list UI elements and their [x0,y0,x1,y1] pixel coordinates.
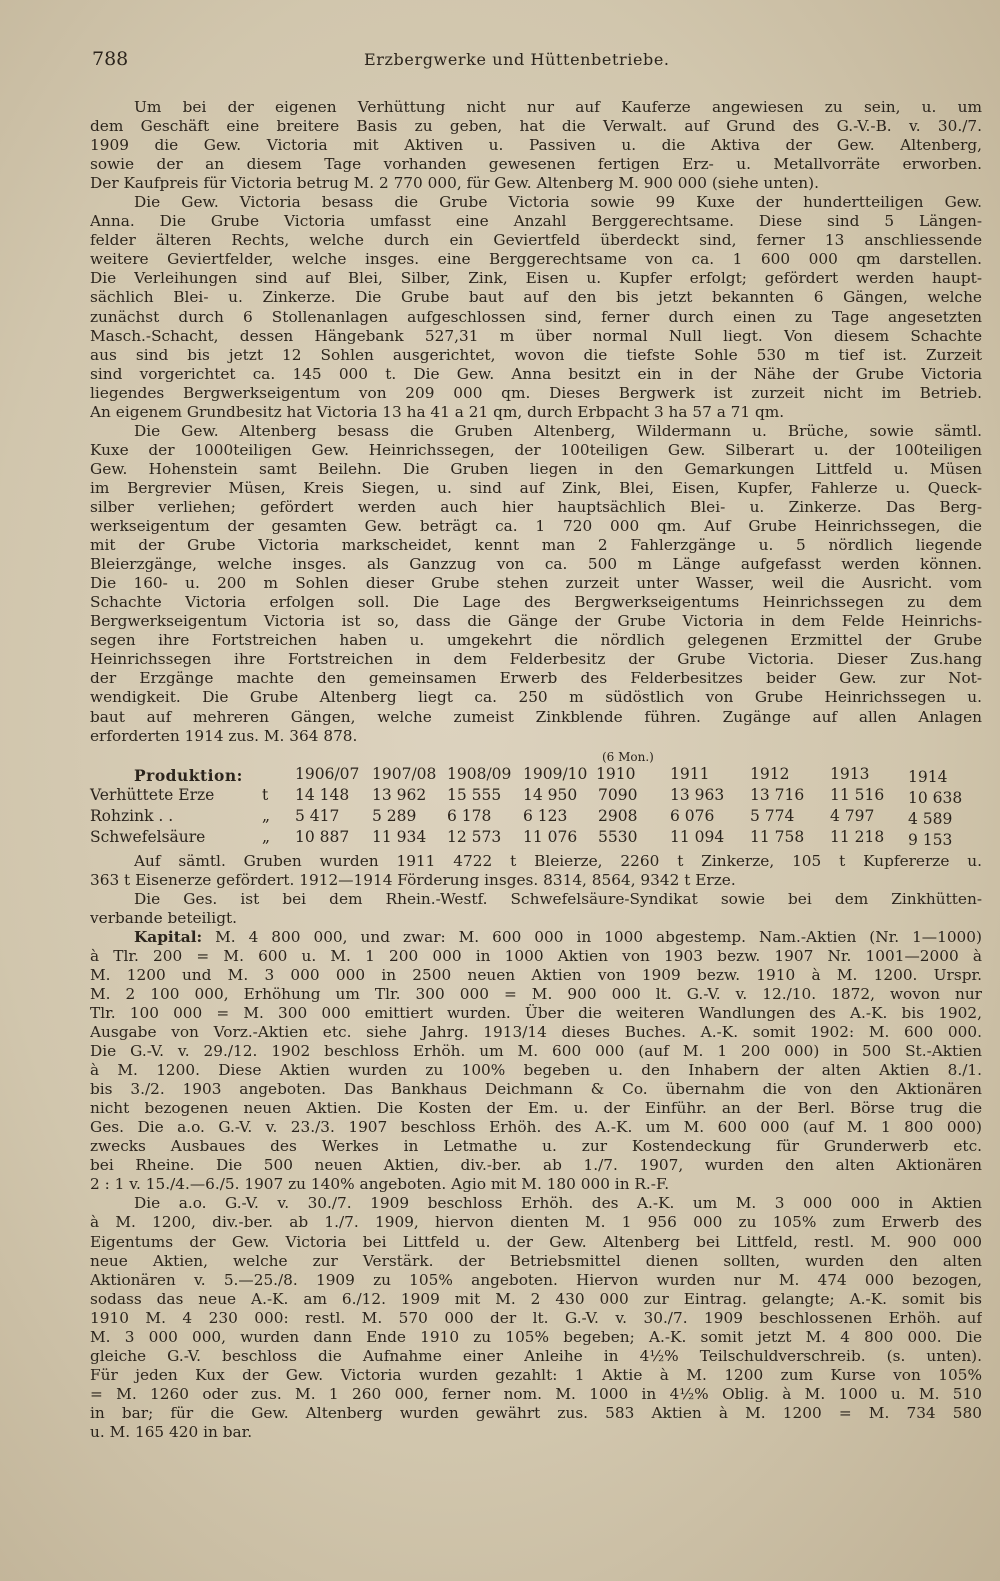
production-value-cell: 11 516 [830,785,885,804]
text-line: neue Aktien, welche zur Verstärk. der Betriebsmittel dienen sollten, wurden den alten [90,1251,982,1270]
text-line: Tlr. 100 000 = M. 300 000 emittiert wurden. Über die weiteren Wandlungen des A.-K. bis 1902, [90,1003,982,1022]
text-line: silber verliehen; gefördert werden auch hier hauptsächlich Blei- u. Zinkerze. Das Berg- [90,497,982,516]
text-line: 363 t Eisenerze gefördert. 1912—1914 Förderung insges. 8314, 8564, 9342 t Erze. [90,870,736,889]
text-line: gleiche G.-V. beschloss die Aufnahme einer Anleihe in 4½% Teilschuldverschreib. (s. unten). [90,1346,982,1365]
production-year-header: 1908/09 [447,764,512,783]
text-line: Die G.-V. v. 29./12. 1902 beschloss Erhöh. um M. 600 000 (auf M. 1 200 000) in 500 St.-Aktien [90,1042,982,1061]
production-row-unit: „ [262,827,271,846]
text-line: à M. 1200, div.-ber. ab 1./7. 1909, hiervon dienten M. 1 956 000 zu 105% zum Erwerb des [90,1213,982,1232]
text-line: An eigenem Grundbesitz hat Victoria 13 ha 41 a 21 qm, durch Erbpacht 3 ha 57 a 71 qm. [90,402,785,421]
text-line: felder älteren Rechts, welche durch ein Geviertfeld überdeckt sind, ferner 13 anschliessende [90,231,982,250]
text-line: zwecks Ausbaues des Werkes in Letmathe u. zur Kostendeckung für Grunderwerb etc. [90,1137,982,1156]
production-value-cell: 13 716 [750,785,805,804]
text-line: zunächst durch 6 Stollenanlagen aufgeschlossen sind, ferner durch einen zu Tage angesetzten [90,307,982,326]
text-line: erforderten 1914 zus. M. 364 878. [90,726,358,745]
production-value-cell: 10 638 [908,788,963,807]
production-value-cell: 5 417 [295,806,340,825]
production-year-header: 1910 [596,764,636,783]
text-line: 2 : 1 v. 15./4.—6./5. 1907 zu 140% angeboten. Agio mit M. 180 000 in R.-F. [90,1175,670,1194]
text-line: sächlich Blei- u. Zinkerze. Die Grube baut auf den bis jetzt bekannten 6 Gängen, welche [90,288,982,307]
production-value-cell: 13 963 [670,785,725,804]
text-line: Kuxe der 1000teiligen Gew. Heinrichssegen, der 100teiligen Gew. Silberart u. der 100teiligen [90,440,982,459]
text-line: à M. 1200. Diese Aktien wurden zu 100% begeben u. den Inhabern der alten Aktien 8./1. [90,1061,982,1080]
text-line: Heinrichssegen ihre Fortstreichen in dem Felderbesitz der Grube Victoria. Dieser Zus.hang [90,650,982,669]
text-line: werkseigentum der gesamten Gew. beträgt ca. 1 720 000 qm. Auf Grube Heinrichssegen, die [90,517,982,536]
production-row-label: Rohzink . . [90,806,174,825]
text-line: mit der Grube Victoria markscheidet, kennt man 2 Fahlerzgänge u. 5 nördlich liegende [90,536,982,555]
production-table [90,748,982,852]
text-line: Die a.o. G.-V. v. 30./7. 1909 beschloss Erhöh. des A.-K. um M. 3 000 000 in Aktien [134,1194,982,1213]
production-row-label: Verhüttete Erze [90,785,215,804]
production-title: Produktion: [134,765,243,785]
text-line: Anna. Die Grube Victoria umfasst eine Anzahl Berggerechtsame. Diese sind 5 Längen- [90,212,982,231]
running-head: Erzbergwerke und Hüttenbetriebe. [364,50,670,69]
text-line: bis 3./2. 1903 angeboten. Das Bankhaus Deichmann & Co. übernahm die von den Aktionären [90,1080,982,1099]
production-value-cell: 4 797 [830,806,875,825]
text-line: Die Ges. ist bei dem Rhein.-Westf. Schwefelsäure-Syndikat sowie bei dem Zinkhütten- [134,889,982,908]
page-body [90,98,982,1442]
page-number: 788 [92,48,129,70]
text-line: Ausgabe von Vorz.-Aktien etc. siehe Jahrg. 1913/14 dieses Buches. A.-K. somit 1902: M. 600 000. [90,1023,982,1042]
production-year-header: 1914 [908,767,948,786]
text-line: Aktionären v. 5.—25./8. 1909 zu 105% angeboten. Hiervon wurden nur M. 474 000 bezogen, [90,1270,982,1289]
production-value-cell: 14 950 [523,785,578,804]
text-line: segen ihre Fortstreichen haben u. umgekehrt die nördlich gelegenen Erzmittel der Grube [90,631,982,650]
text-line: Ges. Die a.o. G.-V. v. 23./3. 1907 beschloss Erhöh. des A.-K. um M. 600 000 (auf M. 1 800 000) [90,1118,982,1137]
production-value-cell: 5 774 [750,806,795,825]
production-value-cell: 10 887 [295,827,350,846]
text-line: dem Geschäft eine breitere Basis zu geben, hat die Verwalt. auf Grund des G.-V.-B. v. 30./7. [90,117,982,136]
production-row-label: Schwefelsäure [90,827,206,846]
text-line: der Erzgänge machte den gemeinsamen Erwerb des Felderbesitzes beider Gew. zur Not- [90,669,982,688]
text-line: baut auf mehreren Gängen, welche zumeist Zinkblende führen. Zugänge auf allen Anlagen [90,707,982,726]
production-year-header: 1913 [830,764,870,783]
production-value-cell: 6 123 [523,806,568,825]
text-block-top [90,98,982,746]
text-line: Die Gew. Altenberg besass die Gruben Altenberg, Wildermann u. Brüche, sowie sämtl. [134,421,982,440]
production-year-header: 1906/07 [295,764,360,783]
production-value-cell: 11 076 [523,827,578,846]
text-line: Masch.-Schacht, dessen Hängebank 527,31 m über normal Null liegt. Von diesem Schachte [90,326,982,345]
bold-lead: Kapital: [134,927,203,946]
production-row-unit: t [262,785,269,804]
text-line: à Tlr. 200 = M. 600 u. M. 1 200 000 in 1000 Aktien von 1903 bezw. 1907 Nr. 1001—2000 à [90,946,982,965]
production-note: (6 Mon.) [602,749,654,764]
production-value-cell: 9 153 [908,830,953,849]
text-line: liegendes Bergwerkseigentum von 209 000 qm. Dieses Bergwerk ist zurzeit nicht im Betrieb. [90,383,982,402]
production-value-cell: 12 573 [447,827,502,846]
text-line: Die Verleihungen sind auf Blei, Silber, Zink, Eisen u. Kupfer erfolgt; gefördert werden haupt- [90,269,982,288]
production-value-cell: 6 178 [447,806,492,825]
text-line: Gew. Hohenstein samt Beilehn. Die Gruben liegen in den Gemarkungen Littfeld u. Müsen [90,459,982,478]
text-block-bottom [90,852,982,1442]
text-line: 1910 M. 4 230 000: restl. M. 570 000 der lt. G.-V. v. 30./7. 1909 beschlossenen Erhöh. auf [90,1308,982,1327]
production-value-cell: 6 076 [670,806,715,825]
production-value-cell: 7090 [598,785,638,804]
production-year-header: 1912 [750,764,790,783]
text-line: weitere Geviertfelder, welche insges. eine Berggerechtsame von ca. 1 600 000 qm darstellen. [90,250,982,269]
text-line: bei Rheine. Die 500 neuen Aktien, div.-ber. ab 1./7. 1907, wurden den alten Aktionären [90,1156,982,1175]
production-value-cell: 11 934 [372,827,427,846]
text-line: Bleierzgänge, welche insges. als Ganzzug von ca. 500 m Länge aufgefasst werden können. [90,555,982,574]
production-year-header: 1909/10 [523,764,588,783]
text-line: Bergwerkseigentum Victoria ist so, dass die Gänge der Grube Victoria in dem Felde Heinrichs- [90,612,982,631]
production-value-cell: 5 289 [372,806,417,825]
text-line: Auf sämtl. Gruben wurden 1911 4722 t Bleierze, 2260 t Zinkerze, 105 t Kupfererze u. [134,851,982,870]
text-line: sowie der an diesem Tage vorhanden gewesenen fertigen Erz- u. Metallvorräte erworben. [90,155,982,174]
production-value-cell: 11 758 [750,827,805,846]
text-line: 1909 die Gew. Victoria mit Aktiven u. Passiven u. die Aktiva der Gew. Altenberg, [90,136,982,155]
text-line: wendigkeit. Die Grube Altenberg liegt ca. 250 m südöstlich von Grube Heinrichssegen u. [90,688,982,707]
production-value-cell: 14 148 [295,785,350,804]
production-value-cell: 15 555 [447,785,502,804]
production-value-cell: 2908 [598,806,638,825]
page-header [92,48,972,76]
text-line: Um bei der eigenen Verhüttung nicht nur auf Kauferze angewiesen zu sein, u. um [134,98,982,116]
text-line: Schachte Victoria erfolgen soll. Die Lage des Bergwerkseigentums Heinrichssegen zu dem [90,593,982,612]
text-line: M. 1200 und M. 3 000 000 in 2500 neuen Aktien von 1909 bezw. 1910 à M. 1200. Urspr. [90,965,982,984]
production-value-cell: 5530 [598,827,638,846]
production-row-unit: „ [262,806,271,825]
text-line: sind vorgerichtet ca. 145 000 t. Die Gew. Anna besitzt ein in der Nähe der Grube Victoria [90,364,982,383]
production-value-cell: 11 094 [670,827,725,846]
text-line: Die Gew. Victoria besass die Grube Victoria sowie 99 Kuxe der hundertteiligen Gew. [134,193,982,212]
text-line: u. M. 165 420 in bar. [90,1423,253,1441]
text-line: M. 2 100 000, Erhöhung um Tlr. 300 000 = M. 900 000 lt. G.-V. v. 12./10. 1872, wovon nur [90,984,982,1003]
text-line: Die 160- u. 200 m Sohlen dieser Grube stehen zurzeit unter Wasser, weil die Ausricht. vom [90,574,982,593]
production-value-cell: 4 589 [908,809,953,828]
production-year-header: 1907/08 [372,764,437,783]
production-value-cell: 11 218 [830,827,885,846]
text-line: verbande beteiligt. [90,908,238,927]
text-line: M. 3 000 000, wurden dann Ende 1910 zu 105% begeben; A.-K. somit jetzt M. 4 800 000. Die [90,1327,982,1346]
production-year-header: 1911 [670,764,710,783]
text-line: Kapital: M. 4 800 000, und zwar: M. 600 000 in 1000 abgestemp. Nam.-Aktien (Nr. 1—1000) [134,927,982,946]
text-line: = M. 1260 oder zus. M. 1 260 000, ferner nom. M. 1000 in 4½% Oblig. à M. 1000 u. M. 510 [90,1384,982,1403]
text-line: aus sind bis jetzt 12 Sohlen ausgerichtet, wovon die tiefste Sohle 530 m tief ist. Zurzeit [90,345,982,364]
text-line: Der Kaufpreis für Victoria betrug M. 2 770 000, für Gew. Altenberg M. 900 000 (siehe unten). [90,174,819,193]
text-line: in bar; für die Gew. Altenberg wurden gewährt zus. 583 Aktien à M. 1200 = M. 734 580 [90,1403,982,1422]
text-line: Eigentums der Gew. Victoria bei Littfeld u. der Gew. Altenberg bei Littfeld, restl. M. 900 000 [90,1232,982,1251]
text-line: im Bergrevier Müsen, Kreis Siegen, u. sind auf Zink, Blei, Eisen, Kupfer, Fahlerze u. Queck- [90,478,982,497]
text-line: Für jeden Kux der Gew. Victoria wurden gezahlt: 1 Aktie à M. 1200 zum Kurse von 105% [90,1365,982,1384]
text-line: sodass das neue A.-K. am 6./12. 1909 mit M. 2 430 000 zur Eintrag. gelangte; A.-K. somit bis [90,1289,982,1308]
text-line: nicht bezogenen neuen Aktien. Die Kosten der Em. u. der Einführ. an der Berl. Börse trug die [90,1099,982,1118]
production-value-cell: 13 962 [372,785,427,804]
